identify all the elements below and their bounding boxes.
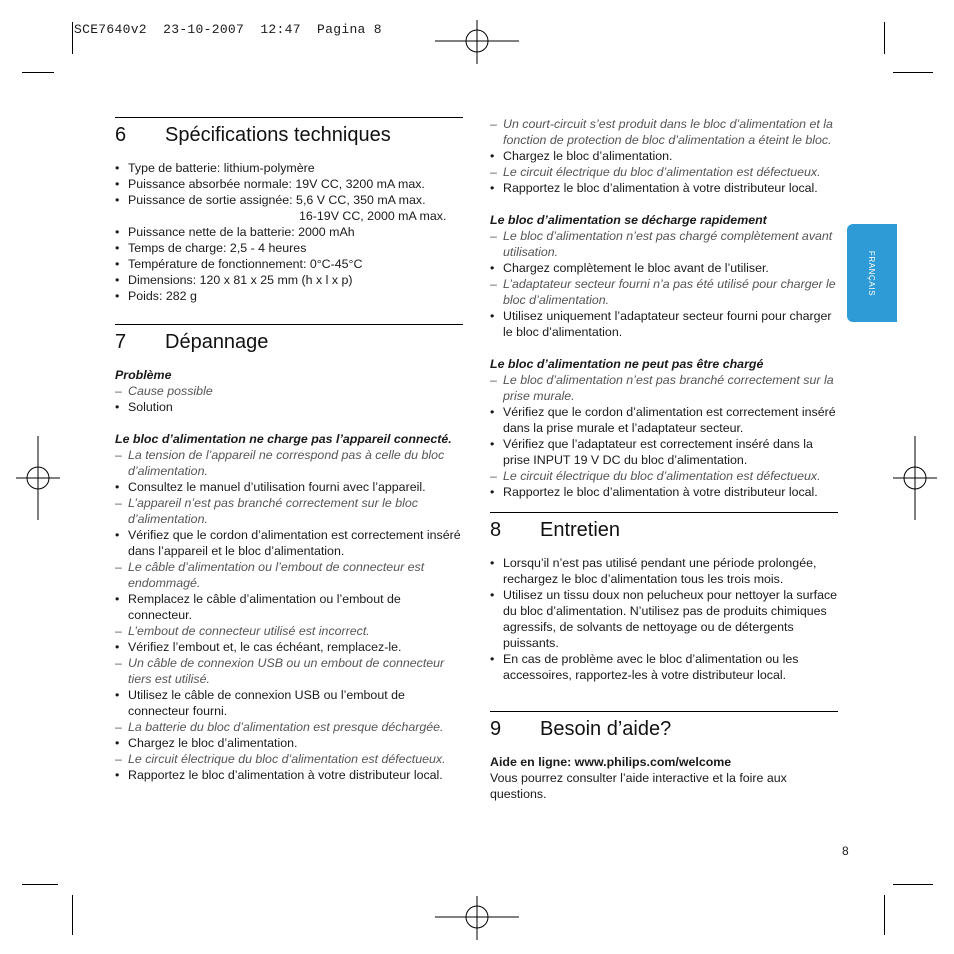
section-number: 8 <box>490 519 502 541</box>
cause-item: – Un câble de connexion USB ou un embout de connecteur tiers est utilisé. <box>115 655 463 687</box>
registration-mark-left <box>16 436 60 520</box>
solution-item: • Vérifiez que le cordon d’alimentation est correctement inséré dans l’appareil et le bloc d’alimentation. <box>115 527 463 559</box>
section-help <box>490 711 838 802</box>
solution-item: • Utilisez uniquement l’adaptateur secteur fourni pour charger le bloc d’alimentation. <box>490 308 838 340</box>
section-heading <box>490 712 838 740</box>
list-item: • Lorsqu’il n’est pas utilisé pendant une période prolongée, rechargez le bloc d’alimentation tous les trois mois. <box>490 555 838 587</box>
section-title: Spécifications techniques <box>165 124 391 146</box>
list-item: • Poids: 282 g <box>115 288 463 304</box>
crop-mark <box>893 884 933 885</box>
solution-item: • Vérifiez l’embout et, le cas échéant, remplacez-le. <box>115 639 463 655</box>
section-maintenance <box>490 512 838 683</box>
solution-item: • Chargez le bloc d’alimentation. <box>115 735 463 751</box>
list-item: • Type de batterie: lithium-polymère <box>115 160 463 176</box>
cause-item: – Le câble d’alimentation ou l’embout de connecteur est endommagé. <box>115 559 463 591</box>
problem-heading: Le bloc d’alimentation ne peut pas être chargé <box>490 357 764 371</box>
list-item: • Température de fonctionnement: 0°C-45°C <box>115 256 463 272</box>
online-help-title: Aide en ligne: www.philips.com/welcome <box>490 755 732 769</box>
solution-item: • Remplacez le câble d’alimentation ou l’embout de connecteur. <box>115 591 463 623</box>
cause-item: – Le circuit électrique du bloc d’alimentation est défectueux. <box>115 751 463 767</box>
solution-item: • Rapportez le bloc d’alimentation à votre distributeur local. <box>490 180 838 196</box>
crop-mark <box>893 72 933 73</box>
registration-mark-right <box>893 436 937 520</box>
print-slug: SCE7640v2 23-10-2007 12:47 Pagina 8 <box>74 22 382 37</box>
problem-list <box>115 447 463 783</box>
cause-item: – L’adaptateur secteur fourni n’a pas été utilisé pour charger le bloc d’alimentation. <box>490 276 838 308</box>
section-troubleshooting <box>115 324 463 783</box>
list-item: • Puissance absorbée normale: 19V CC, 3200 mA max. <box>115 176 463 192</box>
solution-item: • Utilisez le câble de connexion USB ou l’embout de connecteur fourni. <box>115 687 463 719</box>
online-help-text: Vous pourrez consulter l’aide interactive et la foire aux questions. <box>490 771 787 801</box>
problem-list-continued <box>490 116 838 196</box>
cause-item: – La batterie du bloc d’alimentation est presque déchargée. <box>115 719 463 735</box>
cause-item: – Un court-circuit s’est produit dans le bloc d’alimentation et la fonction de protection de bloc d’alimentation a éteint le bloc. <box>490 116 838 148</box>
section-number: 7 <box>115 331 127 353</box>
list-item-continuation: 16-19V CC, 2000 mA max. <box>299 209 447 223</box>
list-item: • Utilisez un tissu doux non pelucheux pour nettoyer la surface du bloc d’alimentation. N’utilisez pas de produits chimiques agressifs, de solvants de nettoyage ou de détergents puissants. <box>490 587 838 651</box>
maintenance-list <box>490 555 838 683</box>
section-heading <box>115 325 463 353</box>
registration-mark-top <box>435 20 519 64</box>
problem-heading: Le bloc d’alimentation se décharge rapidement <box>490 213 767 227</box>
problem-list <box>490 228 838 340</box>
crop-mark <box>884 895 885 935</box>
problem-heading: Le bloc d’alimentation ne charge pas l’appareil connecté. <box>115 432 452 446</box>
crop-mark <box>22 884 58 885</box>
cause-item: – L’embout de connecteur utilisé est incorrect. <box>115 623 463 639</box>
legend-solution: • Solution <box>115 399 463 415</box>
section-heading <box>490 513 838 541</box>
section-number: 6 <box>115 124 127 146</box>
list-item: • Temps de charge: 2,5 - 4 heures <box>115 240 463 256</box>
solution-item: • Chargez complètement le bloc avant de l’utiliser. <box>490 260 838 276</box>
solution-item: • Rapportez le bloc d’alimentation à votre distributeur local. <box>490 484 838 500</box>
registration-mark-bottom <box>435 896 519 940</box>
language-tab-label: FRANÇAIS <box>867 250 877 296</box>
language-tab <box>847 224 897 322</box>
section-title: Besoin d’aide? <box>540 718 672 740</box>
solution-item: • Vérifiez que l’adaptateur est correctement inséré dans la prise INPUT 19 V DC du bloc d’alimentation. <box>490 436 838 468</box>
list-item: • Puissance nette de la batterie: 2000 mAh <box>115 224 463 240</box>
cause-item: – Le circuit électrique du bloc d’alimentation est défectueux. <box>490 468 838 484</box>
legend-problem: Problème <box>115 368 172 382</box>
list-item: • Puissance de sortie assignée: 5,6 V CC, 350 mA max. <box>115 192 463 208</box>
list-item: • Dimensions: 120 x 81 x 25 mm (h x l x p) <box>115 272 463 288</box>
crop-mark <box>72 895 73 935</box>
page-number: 8 <box>842 844 849 858</box>
cause-item: – L’appareil n’est pas branché correctement sur le bloc d’alimentation. <box>115 495 463 527</box>
section-title: Dépannage <box>165 331 269 353</box>
legend-list <box>115 383 463 415</box>
cause-item: – Le circuit électrique du bloc d’alimentation est défectueux. <box>490 164 838 180</box>
cause-item: – Le bloc d’alimentation n’est pas chargé complètement avant utilisation. <box>490 228 838 260</box>
solution-item: • Consultez le manuel d’utilisation fourni avec l’appareil. <box>115 479 463 495</box>
spec-list <box>115 160 463 304</box>
section-title: Entretien <box>540 519 621 541</box>
left-column <box>115 117 463 783</box>
solution-item: • Vérifiez que le cordon d’alimentation est correctement inséré dans la prise murale et l’adaptateur secteur. <box>490 404 838 436</box>
right-column <box>490 116 838 802</box>
crop-mark <box>22 72 54 73</box>
section-number: 9 <box>490 718 502 740</box>
cause-item: – La tension de l’appareil ne correspond pas à celle du bloc d’alimentation. <box>115 447 463 479</box>
section-specifications <box>115 117 463 304</box>
solution-item: • Chargez le bloc d’alimentation. <box>490 148 838 164</box>
section-heading <box>115 118 463 146</box>
cause-item: – Le bloc d’alimentation n’est pas branché correctement sur la prise murale. <box>490 372 838 404</box>
legend-cause: – Cause possible <box>115 383 463 399</box>
crop-mark <box>72 22 73 54</box>
problem-list <box>490 372 838 500</box>
list-item: • En cas de problème avec le bloc d’alimentation ou les accessoires, rapportez-les à votre distributeur local. <box>490 651 838 683</box>
solution-item: • Rapportez le bloc d’alimentation à votre distributeur local. <box>115 767 463 783</box>
crop-mark <box>884 22 885 54</box>
